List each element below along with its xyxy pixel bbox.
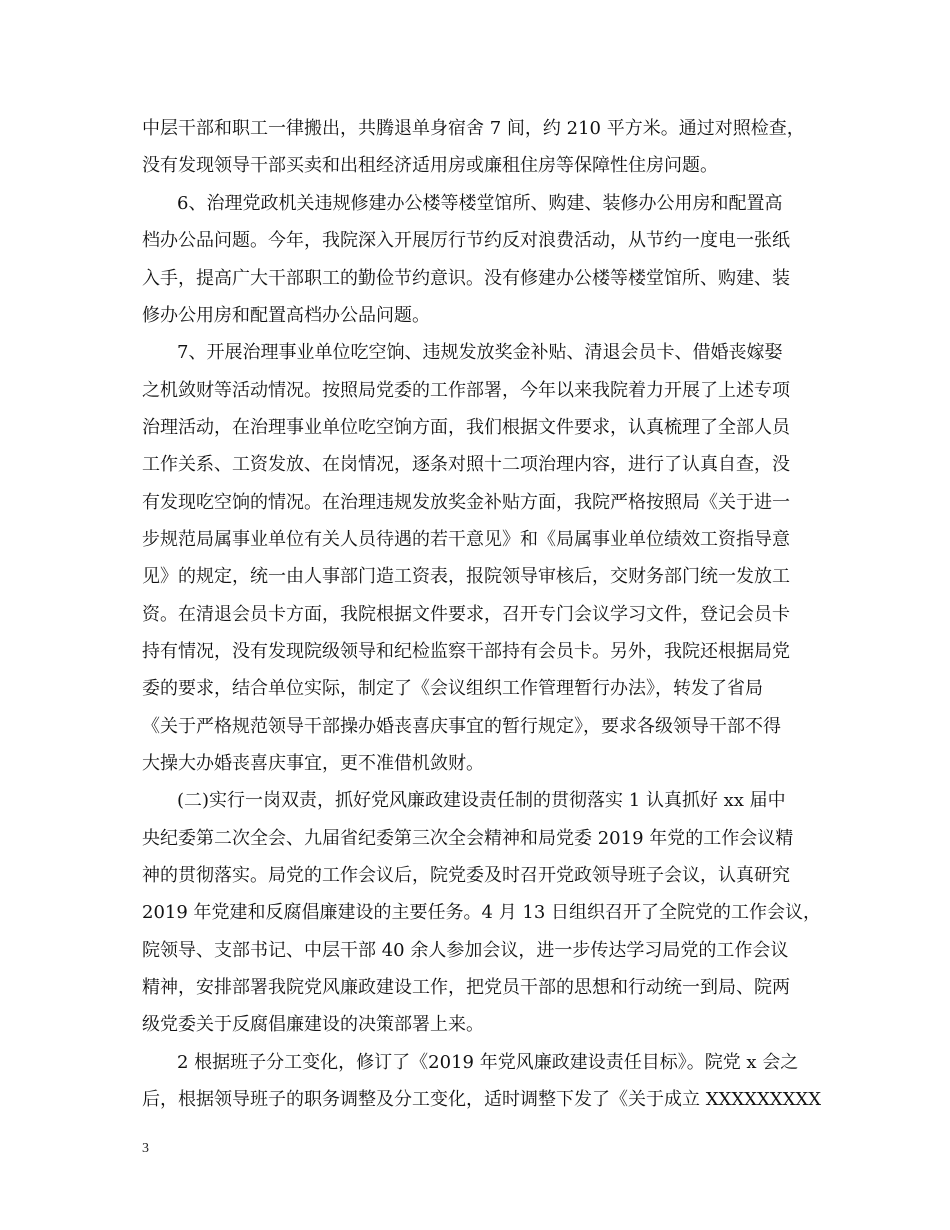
text-line: 委的要求，结合单位实际，制定了《会议组织工作管理暂行办法》，转发了省局 xyxy=(142,678,763,699)
text-line: 精神，安排部署我院党风廉政建设工作，把党员干部的思想和行动统一到局、院两 xyxy=(142,977,790,998)
text-line: 《关于严格规范领导干部操办婚丧喜庆事宜的暂行规定》，要求各级领导干部不得 xyxy=(142,716,781,737)
item-2-start: 2 根据班子分工变化，修订了《2019 年党风廉政建设责任目标》。院党 x 会之 xyxy=(177,1052,799,1073)
text-line: 入手，提高广大干部职工的勤俭节约意识。没有修建办公楼等楼堂馆所、购建、装 xyxy=(142,268,790,289)
text-line: 档办公品问题。今年，我院深入开展厉行节约反对浪费活动，从节约一度电一张纸 xyxy=(142,230,790,251)
text-line: 没有发现领导干部买卖和出租经济适用房或廉租住房等保障性住房问题。 xyxy=(142,155,718,176)
text-line: 资。在清退会员卡方面，我院根据文件要求，召开专门会议学习文件，登记会员卡 xyxy=(142,604,790,625)
text-line: 央纪委第二次全会、九届省纪委第三次全会精神和局党委 2019 年党的工作会议精 xyxy=(142,828,794,849)
text-line: 之机敛财等活动情况。按照局党委的工作部署，今年以来我院着力开展了上述专项 xyxy=(142,380,790,401)
text-line: 步规范局属事业单位有关人员待遇的若干意见》和《局属事业单位绩效工资指导意 xyxy=(142,529,790,550)
text-line: 院领导、支部书记、中层干部 40 余人参加会议，进一步传达学习局党的工作会议 xyxy=(142,940,789,961)
text-line: 修办公用房和配置高档办公品问题。 xyxy=(142,305,430,326)
text-line: 持有情况，没有发现院级领导和纪检监察干部持有会员卡。另外，我院还根据局党 xyxy=(142,641,790,662)
text-line: 后，根据领导班子的职务调整及分工变化，适时调整下发了《关于成立 XXXXXXXXX xyxy=(142,1089,822,1110)
text-line: 中层干部和职工一律搬出，共腾退单身宿舍 7 间，约 210 平方米。通过对照检查， xyxy=(142,118,805,139)
page-number: 3 xyxy=(142,1141,149,1156)
text-line: 2019 年党建和反腐倡廉建设的主要任务。4 月 13 日组织召开了全院党的工作会议， xyxy=(142,902,822,923)
text-line: 见》的规定，统一由人事部门造工资表，报院领导审核后，交财务部门统一发放工 xyxy=(142,566,790,587)
paragraph-6-start: 6、治理党政机关违规修建办公楼等楼堂馆所、购建、装修办公用房和配置高 xyxy=(177,193,783,214)
text-line: 有发现吃空饷的情况。在治理违规发放奖金补贴方面，我院严格按照局《关于进一 xyxy=(142,492,790,513)
text-line: 级党委关于反腐倡廉建设的决策部署上来。 xyxy=(142,1014,484,1035)
text-line: 治理活动，在治理事业单位吃空饷方面，我们根据文件要求，认真梳理了全部人员 xyxy=(142,417,790,438)
section-2-start: (二)实行一岗双责，抓好党风廉政建设责任制的贯彻落实 1 认真抓好 xx 届中 xyxy=(177,790,786,811)
text-line: 大操大办婚丧喜庆事宜，更不准借机敛财。 xyxy=(142,753,484,774)
text-line: 神的贯彻落实。局党的工作会议后，院党委及时召开党政领导班子会议，认真研究 xyxy=(142,865,790,886)
paragraph-7-start: 7、开展治理事业单位吃空饷、违规发放奖金补贴、清退会员卡、借婚丧嫁娶 xyxy=(177,342,783,363)
text-line: 工作关系、工资发放、在岗情况，逐条对照十二项治理内容，进行了认真自查，没 xyxy=(142,454,790,475)
